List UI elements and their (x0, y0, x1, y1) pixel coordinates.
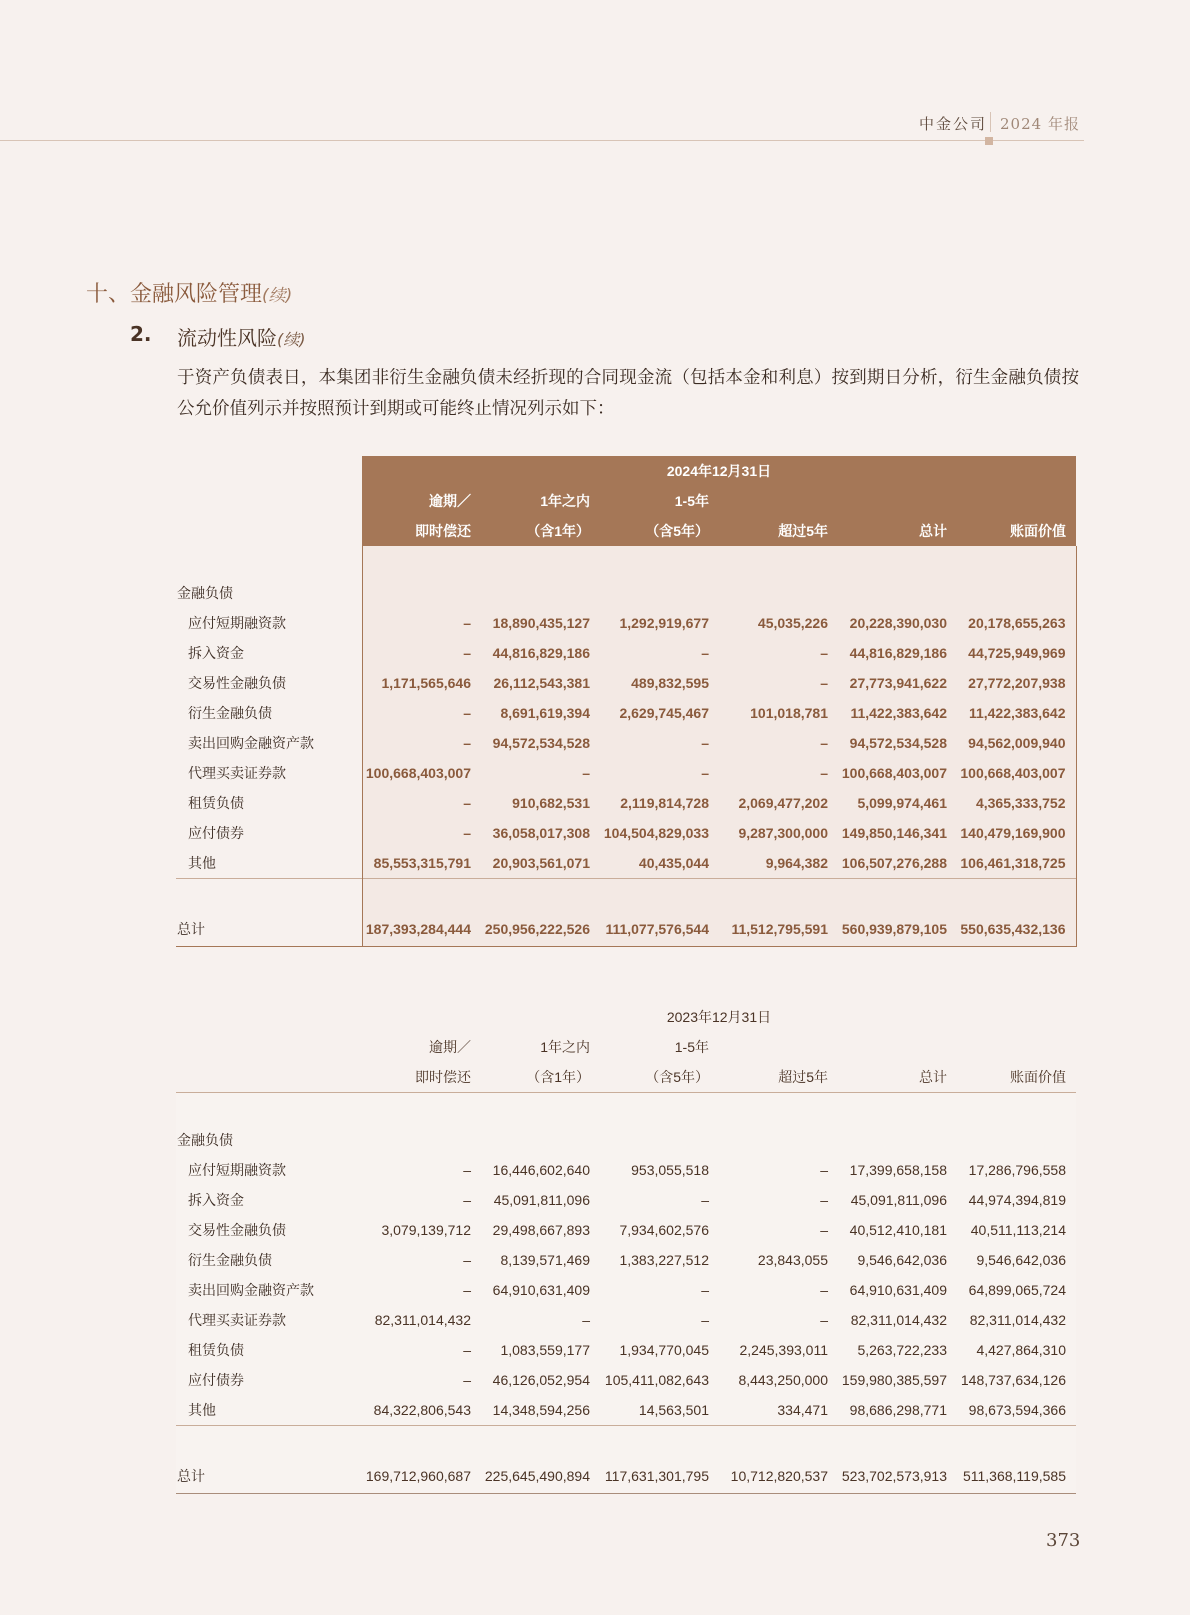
spacer-cell (481, 879, 600, 913)
value-cell: – (481, 1305, 600, 1335)
col-header-total: 总计 (838, 516, 957, 546)
total-value-cell: 117,631,301,795 (600, 1459, 719, 1493)
header-rule (0, 140, 1084, 141)
spacer-cell (719, 578, 838, 608)
spacer-cell (600, 1125, 719, 1155)
value-cell: 100,668,403,007 (362, 758, 481, 788)
value-cell: 4,365,333,752 (957, 788, 1076, 818)
value-cell: 64,899,065,724 (957, 1275, 1076, 1305)
value-cell: 11,422,383,642 (957, 698, 1076, 728)
value-cell: 1,934,770,045 (600, 1335, 719, 1365)
table-row (176, 1093, 1076, 1125)
value-cell: – (600, 638, 719, 668)
value-cell: 149,850,146,341 (838, 818, 957, 848)
value-cell: 82,311,014,432 (838, 1305, 957, 1335)
liquidity-table-2023 (176, 1002, 1076, 1494)
col-header-overdue-sub: 即时偿还 (362, 516, 481, 546)
col-header-within-1y-sub: （含1年） (481, 1062, 600, 1093)
value-cell: 8,691,619,394 (481, 698, 600, 728)
value-cell: 20,178,655,263 (957, 608, 1076, 638)
total-value-cell: 250,956,222,526 (481, 913, 600, 947)
value-cell: 45,035,226 (719, 608, 838, 638)
row-label: 代理买卖证券款 (176, 1305, 362, 1335)
total-value-cell: 523,702,573,913 (838, 1459, 957, 1493)
value-cell: 44,816,829,186 (481, 638, 600, 668)
value-cell: 40,511,113,214 (957, 1215, 1076, 1245)
value-cell: 14,563,501 (600, 1395, 719, 1426)
value-cell: – (719, 1305, 838, 1335)
table-row (176, 758, 1076, 788)
value-cell: – (362, 1365, 481, 1395)
spacer-cell (838, 578, 957, 608)
table-body (176, 1093, 1076, 1494)
spacer-cell (481, 578, 600, 608)
value-cell: 2,245,393,011 (719, 1335, 838, 1365)
row-label: 应付短期融资款 (176, 608, 362, 638)
value-cell: – (362, 608, 481, 638)
value-cell: 1,383,227,512 (600, 1245, 719, 1275)
value-cell: 84,322,806,543 (362, 1395, 481, 1426)
col-header-carrying: 账面价值 (957, 1062, 1076, 1093)
value-cell: 11,422,383,642 (838, 698, 957, 728)
value-cell: 40,435,044 (600, 848, 719, 879)
col-header-carrying: 账面价值 (957, 516, 1076, 546)
value-cell: 100,668,403,007 (957, 758, 1076, 788)
value-cell: 489,832,595 (600, 668, 719, 698)
col-header-total: 总计 (838, 1062, 957, 1093)
row-label: 卖出回购金融资产款 (176, 728, 362, 758)
total-value-cell: 111,077,576,544 (600, 913, 719, 947)
row-label: 卖出回购金融资产款 (176, 1275, 362, 1305)
value-cell: 2,629,745,467 (600, 698, 719, 728)
value-cell: 101,018,781 (719, 698, 838, 728)
row-label: 交易性金融负债 (176, 668, 362, 698)
spacer-cell (362, 578, 481, 608)
liquidity-table-2024 (176, 456, 1077, 947)
total-value-cell: 560,939,879,105 (838, 913, 957, 947)
total-value-cell: 225,645,490,894 (481, 1459, 600, 1493)
value-cell: – (362, 818, 481, 848)
value-cell: 8,139,571,469 (481, 1245, 600, 1275)
row-label: 拆入资金 (176, 1185, 362, 1215)
value-cell: 106,461,318,725 (957, 848, 1076, 879)
spacer-cell (957, 879, 1076, 913)
col-header-within-1y-sub: （含1年） (481, 516, 600, 546)
page-number: 373 (1046, 1530, 1081, 1551)
total-value-cell: 10,712,820,537 (719, 1459, 838, 1493)
value-cell: – (719, 728, 838, 758)
value-cell: 64,910,631,409 (838, 1275, 957, 1305)
value-cell: 82,311,014,432 (957, 1305, 1076, 1335)
value-cell: – (719, 1185, 838, 1215)
value-cell: 94,572,534,528 (481, 728, 600, 758)
value-cell: – (719, 1155, 838, 1185)
spacer-cell (600, 1093, 719, 1125)
row-label: 租赁负债 (176, 1335, 362, 1365)
table-row (176, 1365, 1076, 1395)
spacer-cell (719, 1125, 838, 1155)
table-row (176, 1125, 1076, 1155)
row-label: 应付短期融资款 (176, 1155, 362, 1185)
table-row (176, 1185, 1076, 1215)
col-header-1-5y-sub: （含5年） (600, 516, 719, 546)
group-label: 金融负债 (176, 1125, 362, 1155)
col-header-overdue: 逾期／ (429, 1039, 471, 1055)
row-label: 衍生金融负债 (176, 698, 362, 728)
table-row (176, 698, 1076, 728)
table-row (176, 638, 1076, 668)
value-cell: – (362, 788, 481, 818)
col-header-overdue-sub: 即时偿还 (362, 1062, 481, 1093)
value-cell: – (600, 728, 719, 758)
table-row (176, 913, 1076, 947)
spacer-cell (838, 879, 957, 913)
intro-paragraph: 于资产负债表日，本集团非衍生金融负债未经折现的合同现金流（包括本金和利息）按到期日分析，衍生金融负债按公允价值列示并按照预计到期或可能终止情况列示如下： (177, 368, 1079, 419)
subsection-number: 2. (130, 322, 152, 346)
table-date: 2023年12月31日 (666, 1009, 772, 1025)
value-cell: 18,890,435,127 (481, 608, 600, 638)
value-cell: 94,562,009,940 (957, 728, 1076, 758)
value-cell: 159,980,385,597 (838, 1365, 957, 1395)
col-header-1-5y-sub: （含5年） (600, 1062, 719, 1093)
value-cell: 9,287,300,000 (719, 818, 838, 848)
spacer-cell (362, 546, 481, 578)
total-value-cell: 11,512,795,591 (719, 913, 838, 947)
row-label: 其他 (176, 1395, 362, 1426)
table-row (176, 1305, 1076, 1335)
value-cell: 8,443,250,000 (719, 1365, 838, 1395)
value-cell: 9,546,642,036 (957, 1245, 1076, 1275)
value-cell: 17,286,796,558 (957, 1155, 1076, 1185)
value-cell: 17,399,658,158 (838, 1155, 957, 1185)
row-label: 其他 (176, 848, 362, 879)
spacer-cell (838, 546, 957, 578)
value-cell: 5,263,722,233 (838, 1335, 957, 1365)
value-cell: – (362, 638, 481, 668)
spacer-cell (957, 546, 1076, 578)
value-cell: 94,572,534,528 (838, 728, 957, 758)
table-row (176, 578, 1076, 608)
table-date: 2024年12月31日 (362, 456, 1076, 486)
value-cell: – (719, 668, 838, 698)
spacer-cell (481, 546, 600, 578)
spacer-cell (600, 578, 719, 608)
value-cell: – (719, 1275, 838, 1305)
value-cell: 105,411,082,643 (600, 1365, 719, 1395)
value-cell: 2,069,477,202 (719, 788, 838, 818)
table-row (176, 668, 1076, 698)
table-row (176, 728, 1076, 758)
value-cell: 104,504,829,033 (600, 818, 719, 848)
spacer-cell (481, 1425, 600, 1459)
value-cell: 20,228,390,030 (838, 608, 957, 638)
header-separator (990, 112, 991, 132)
value-cell: 953,055,518 (600, 1155, 719, 1185)
total-label: 总计 (176, 913, 362, 947)
value-cell: – (719, 1215, 838, 1245)
spacer-cell (719, 1425, 838, 1459)
value-cell: 27,772,207,938 (957, 668, 1076, 698)
value-cell: 14,348,594,256 (481, 1395, 600, 1426)
value-cell: 44,725,949,969 (957, 638, 1076, 668)
col-header-over-5y: 超过5年 (719, 516, 838, 546)
spacer-cell (719, 1093, 838, 1125)
row-label: 应付债券 (176, 818, 362, 848)
col-header-within-1y: 1年之内 (481, 486, 600, 516)
spacer-cell (362, 1425, 481, 1459)
spacer-cell (481, 1125, 600, 1155)
value-cell: – (362, 1335, 481, 1365)
spacer-cell (362, 879, 481, 913)
table-row (176, 848, 1076, 879)
spacer-cell (600, 1425, 719, 1459)
value-cell: – (362, 1155, 481, 1185)
value-cell: 45,091,811,096 (481, 1185, 600, 1215)
value-cell: 2,119,814,728 (600, 788, 719, 818)
spacer-cell (362, 1093, 481, 1125)
row-label: 拆入资金 (176, 638, 362, 668)
table-row (176, 818, 1076, 848)
value-cell: 100,668,403,007 (838, 758, 957, 788)
value-cell: – (362, 698, 481, 728)
spacer-cell (838, 1425, 957, 1459)
total-value-cell: 550,635,432,136 (957, 913, 1076, 947)
col-header-overdue: 逾期／ (362, 486, 481, 516)
value-cell: 46,126,052,954 (481, 1365, 600, 1395)
value-cell: 64,910,631,409 (481, 1275, 600, 1305)
value-cell: 44,816,829,186 (838, 638, 957, 668)
spacer-cell (719, 879, 838, 913)
spacer-cell (957, 1125, 1076, 1155)
value-cell: 7,934,602,576 (600, 1215, 719, 1245)
value-cell: 36,058,017,308 (481, 818, 600, 848)
value-cell: – (362, 1185, 481, 1215)
table-row (176, 1395, 1076, 1426)
table-row (176, 546, 1076, 578)
table-row (176, 1459, 1076, 1493)
row-label: 租赁负债 (176, 788, 362, 818)
spacer-cell (838, 1093, 957, 1125)
value-cell: 16,446,602,640 (481, 1155, 600, 1185)
value-cell: 910,682,531 (481, 788, 600, 818)
subsection-title-text: 流动性风险 (177, 326, 277, 350)
value-cell: 40,512,410,181 (838, 1215, 957, 1245)
value-cell: – (600, 1185, 719, 1215)
spacer-cell (176, 1093, 362, 1125)
total-value-cell: 187,393,284,444 (362, 913, 481, 947)
table-row (176, 1155, 1076, 1185)
value-cell: 148,737,634,126 (957, 1365, 1076, 1395)
value-cell: – (719, 758, 838, 788)
row-label: 交易性金融负债 (176, 1215, 362, 1245)
value-cell: – (481, 758, 600, 788)
value-cell: – (362, 1275, 481, 1305)
value-cell: 82,311,014,432 (362, 1305, 481, 1335)
header-marker (985, 137, 993, 145)
section-continued: (续) (262, 286, 293, 306)
subsection-title (177, 322, 306, 351)
spacer-cell (957, 1425, 1076, 1459)
value-cell: 1,171,565,646 (362, 668, 481, 698)
spacer-cell (481, 1093, 600, 1125)
spacer-cell (362, 1125, 481, 1155)
value-cell: 106,507,276,288 (838, 848, 957, 879)
value-cell: 4,427,864,310 (957, 1335, 1076, 1365)
value-cell: 9,546,642,036 (838, 1245, 957, 1275)
spacer-cell (600, 546, 719, 578)
spacer-cell (957, 1093, 1076, 1125)
spacer-cell (957, 578, 1076, 608)
value-cell: – (719, 638, 838, 668)
table-row (176, 1275, 1076, 1305)
value-cell: 98,686,298,771 (838, 1395, 957, 1426)
col-header-over-5y: 超过5年 (719, 1062, 838, 1093)
header-report-title: 2024 年报 (1000, 115, 1080, 133)
spacer-cell (600, 879, 719, 913)
value-cell: 20,903,561,071 (481, 848, 600, 879)
col-header-1-5y: 1-5年 (674, 1039, 709, 1055)
value-cell: 29,498,667,893 (481, 1215, 600, 1245)
total-value-cell: 169,712,960,687 (362, 1459, 481, 1493)
row-label: 代理买卖证券款 (176, 758, 362, 788)
spacer-cell (176, 546, 362, 578)
table-row (176, 879, 1076, 913)
value-cell: 140,479,169,900 (957, 818, 1076, 848)
value-cell: 5,099,974,461 (838, 788, 957, 818)
row-label: 应付债券 (176, 1365, 362, 1395)
value-cell: – (362, 1245, 481, 1275)
value-cell: 98,673,594,366 (957, 1395, 1076, 1426)
spacer-cell (838, 1125, 957, 1155)
value-cell: – (362, 728, 481, 758)
table-body (176, 546, 1076, 947)
total-value-cell: 511,368,119,585 (957, 1459, 1076, 1493)
spacer-cell (176, 1425, 362, 1459)
value-cell: 45,091,811,096 (838, 1185, 957, 1215)
spacer-cell (719, 546, 838, 578)
value-cell: 3,079,139,712 (362, 1215, 481, 1245)
table-row (176, 788, 1076, 818)
table-row (176, 1215, 1076, 1245)
value-cell: – (600, 1305, 719, 1335)
section-title (86, 277, 292, 308)
value-cell: 1,292,919,677 (600, 608, 719, 638)
group-label: 金融负债 (176, 578, 362, 608)
value-cell: 26,112,543,381 (481, 668, 600, 698)
value-cell: – (600, 1275, 719, 1305)
value-cell: 44,974,394,819 (957, 1185, 1076, 1215)
total-label: 总计 (176, 1459, 362, 1493)
row-label: 衍生金融负债 (176, 1245, 362, 1275)
spacer-cell (176, 879, 362, 913)
col-header-within-1y: 1年之内 (540, 1039, 590, 1055)
value-cell: – (600, 758, 719, 788)
value-cell: 23,843,055 (719, 1245, 838, 1275)
value-cell: 27,773,941,622 (838, 668, 957, 698)
table-row (176, 608, 1076, 638)
header-company: 中金公司 (919, 115, 988, 133)
table-row (176, 1245, 1076, 1275)
value-cell: 9,964,382 (719, 848, 838, 879)
value-cell: 1,083,559,177 (481, 1335, 600, 1365)
subsection-continued: (续) (277, 330, 306, 349)
table-row (176, 1425, 1076, 1459)
value-cell: 334,471 (719, 1395, 838, 1426)
table-row (176, 1335, 1076, 1365)
section-title-text: 十、金融风险管理 (86, 282, 263, 307)
col-header-1-5y: 1-5年 (600, 486, 719, 516)
value-cell: 85,553,315,791 (362, 848, 481, 879)
